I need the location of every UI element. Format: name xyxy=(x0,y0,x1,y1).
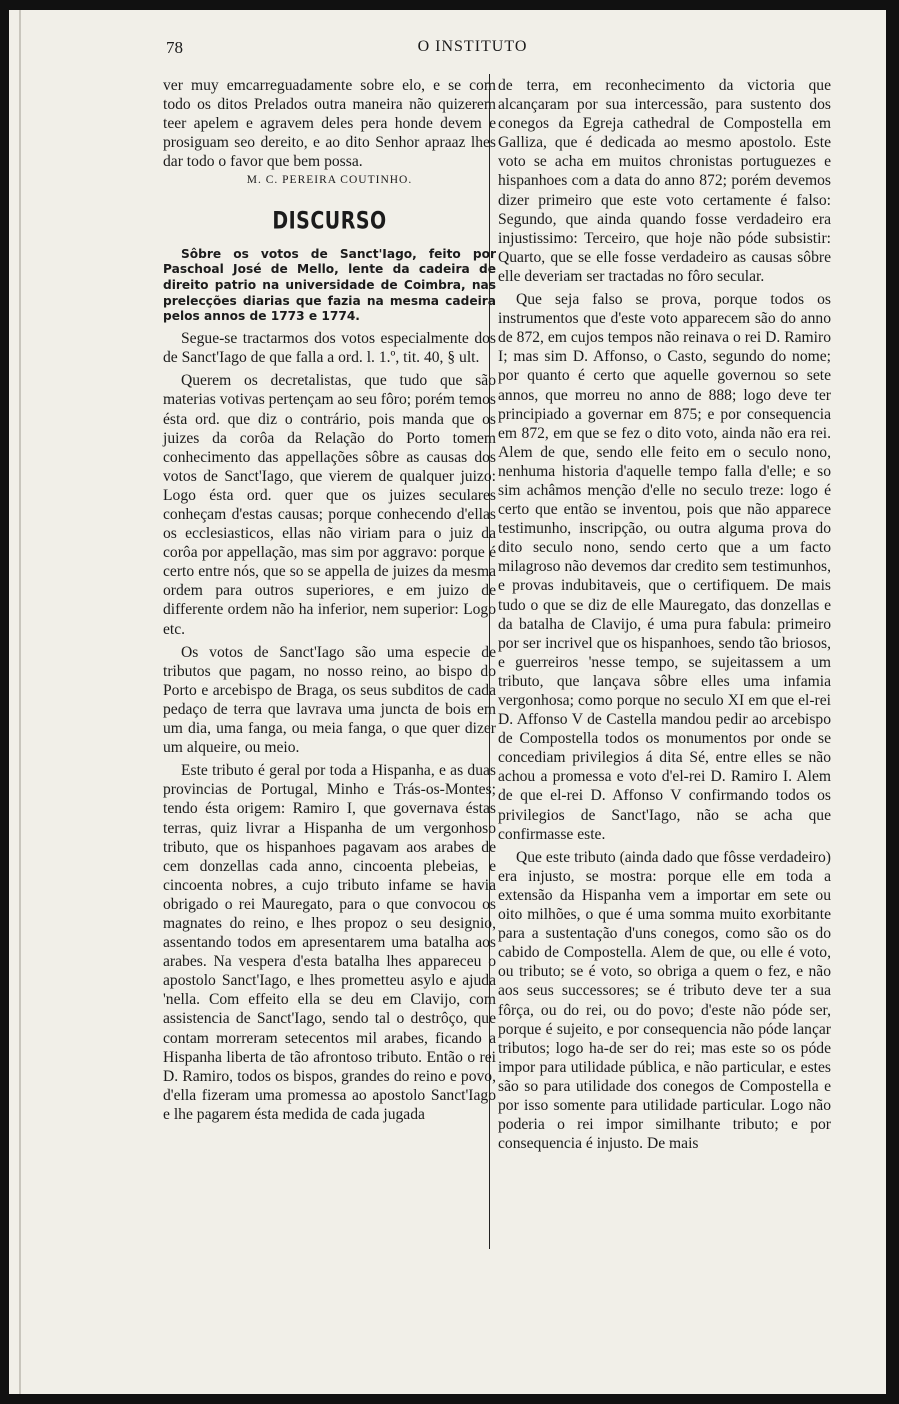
section-title: DISCURSO xyxy=(272,206,387,235)
page-number: 78 xyxy=(166,38,183,57)
section-subtitle: Sôbre os votos de Sanct'Iago, feito por Paschoal José de Mello, lente da cadeira de direito patrio na universidade de Coimbra, nas prelecções diarias que fazia na mesma cadeira pelos annos de 1773 e 1774. xyxy=(163,246,496,324)
continuation-paragraph: de terra, em reconhecimento da victoria que alcançaram por sua intercessão, para sustento dos conegos da Egreja cathedral de Compostella em Galliza, que é dedicada ao mesmo apostolo. Este voto se acha em muitos chronistas portuguezes e hispanhoes com a data do anno 872; porém devemos dizer primeiro que este voto certamente é falso: Segundo, que ainda quando fosse verdadeiro era injustissimo: Terceiro, que hoje não póde subsistir: Quarto, que se elle fosse verdadeiro as causas sôbre elle deveriam ser tractadas no fôro secular. xyxy=(498,77,831,285)
author-signature: M. C. PEREIRA COUTINHO. xyxy=(246,174,413,187)
scanned-page xyxy=(9,10,886,1394)
paragraph: Segue-se tractarmos dos votos especialmente dos de Sanct'Iago de que falla a ord. l. 1.º, tit. 40, § ult. xyxy=(163,330,496,367)
paragraph: Que seja falso se prova, porque todos os instrumentos que d'este voto apparecem são do anno de 872, em cujos tempos não reinava o rei D. Ramiro I; mas sim D. Affonso, o Casto, segundo do nome; por quanto é certo que aquelle governou so sete annos, que morreu no anno de 888; logo deve ter principiado a governar em 875; e por consequencia em 872, em que se fez o dito voto, ainda não era rei. Alem de que, sendo elle feito em o seculo nono, nenhuma historia d'aquelle tempo falla d'elle; e so sim achâmos menção d'elle no seculo treze: logo é certo que então se inventou, pois que não apparece testimunho, inscripção, ou outra alguma prova do dito seculo nono, sendo certo que a um facto milagroso não devemos dar credito sem testimunhos, e provas indubitaveis, que o certifiquem. De mais tudo o que se diz de elle Mauregato, das donzellas e da batalha de Clavijo, é uma pura fabula: primeiro por ser incrivel que os hispanhoes, sendo tão briosos, e guerreiros 'nesse tempo, se sujeitassem a um tributo, que lançava sôbre elles uma infamia vergonhosa; como porque no seculo XI em que el-rei D. Affonso V de Castella mandou pedir ao arcebispo de Compostella todos os monumentos por onde se concediam privilegios á dita Sé, entre elles se não achou a promessa e voto d'el-rei D. Ramiro I. Alem de que el-rei D. Affonso V confirmando todos os privilegios de Sanct'Iago, não se acha que confirmasse este. xyxy=(498,291,831,843)
page-header xyxy=(9,38,886,62)
paragraph: Os votos de Sanct'Iago são uma especie de tributos que pagam, no nosso reino, ao bispo do Porto e arcebispo de Braga, os seus subditos de cada pedaço de terra que lavrava uma juncta de bois em um dia, uma fanga, ou meia fanga, o que quer dizer um alqueire, ou meio. xyxy=(163,643,496,757)
paragraph: Este tributo é geral por toda a Hispanha, e as duas provincias de Portugal, Minho e Trás-os-Montes; tendo ésta origem: Ramiro I, que governava éstas terras, quiz livrar a Hispanha de um vergonhoso tributo, que os hispanhoes pagavam aos arabes de cem donzellas cada anno, cincoenta plebeias, e cincoenta nobres, a cujo tributo infame se havia obrigado o rei Mauregato, para o que convocou os magnates do reino, e lhes propoz o seu designio, assentando todos em apresentarem uma batalha aos arabes. Na vespera d'esta batalha lhes appareceu o apostolo Sanct'Iago, e lhes prometteu asylo e ajuda 'nella. Com effeito ella se deu em Clavijo, com assistencia de Sanct'Iago, sendo tal o destrôço, que contam morreram setecentos mil arabes, ficando a Hispanha liberta de tão afrontoso tributo. Então o rei D. Ramiro, todos os bispos, grandes do reino e povo, d'ella fizeram uma promessa ao apostolo Sanct'Iago e lhe pagarem ésta medida de cada jugada xyxy=(163,762,496,1123)
opening-paragraph: ver muy emcarreguadamente sobre elo, e se com todo os ditos Prelados outra maneira não quizerem teer apelem e agravem deles pera honde devem e prosiguam seo dereito, e ao dito Senhor apraaz lhes dar todo o favor que bem possa. xyxy=(163,77,496,171)
paragraph: Querem os decretalistas, que tudo que são materias votivas pertençam ao seu fôro; porém temos ésta ord. que diz o contrário, pois manda que os juizes da corôa da Relação do Porto tomem conhecimento das appellações sôbre as causas dos votos de Sanct'Iago, que vierem de qualquer juizo: Logo ésta ord. quer que os juizes seculares conheçam d'estas causas; porque conhecendo d'ellas os ecclesiasticos, ellas não viriam para o juiz da corôa por appellação, mas sim por aggravo: porque é certo entre nós, que so se appella de juizes da mesma ordem para outros superiores, e em juizo de differente ordem não ha inferior, nem superior: Logo etc. xyxy=(163,372,496,638)
right-column xyxy=(498,76,831,1153)
left-column xyxy=(163,76,496,1124)
page-edge-shadow xyxy=(19,10,21,1394)
paragraph: Que este tributo (ainda dado que fôsse verdadeiro) era injusto, se mostra: porque elle em toda a extensão da Hispanha vem a importar em sete ou oito milhões, o que é uma somma muito exorbitante para a sustentação d'uns conegos, como são os do cabido de Compostella. Alem de que, ou elle é voto, ou tributo; se é voto, so obriga a quem o fez, e não aos seus successores; se é tributo deve ter a sua fôrça, ou do rei, ou do povo; d'este não póde ser, porque é sujeito, e por consequencia não póde lançar tributos; logo ha-de ser do rei; mas este so os póde impor para utilidade pública, e não particular, e estes são so para utilidade dos conegos de Compostella e por isso somente para utilidade particular. Logo não poderia o rei impor similhante tributo; e por consequencia é injusto. De mais xyxy=(498,848,831,1153)
running-title: O INSTITUTO xyxy=(417,38,528,55)
